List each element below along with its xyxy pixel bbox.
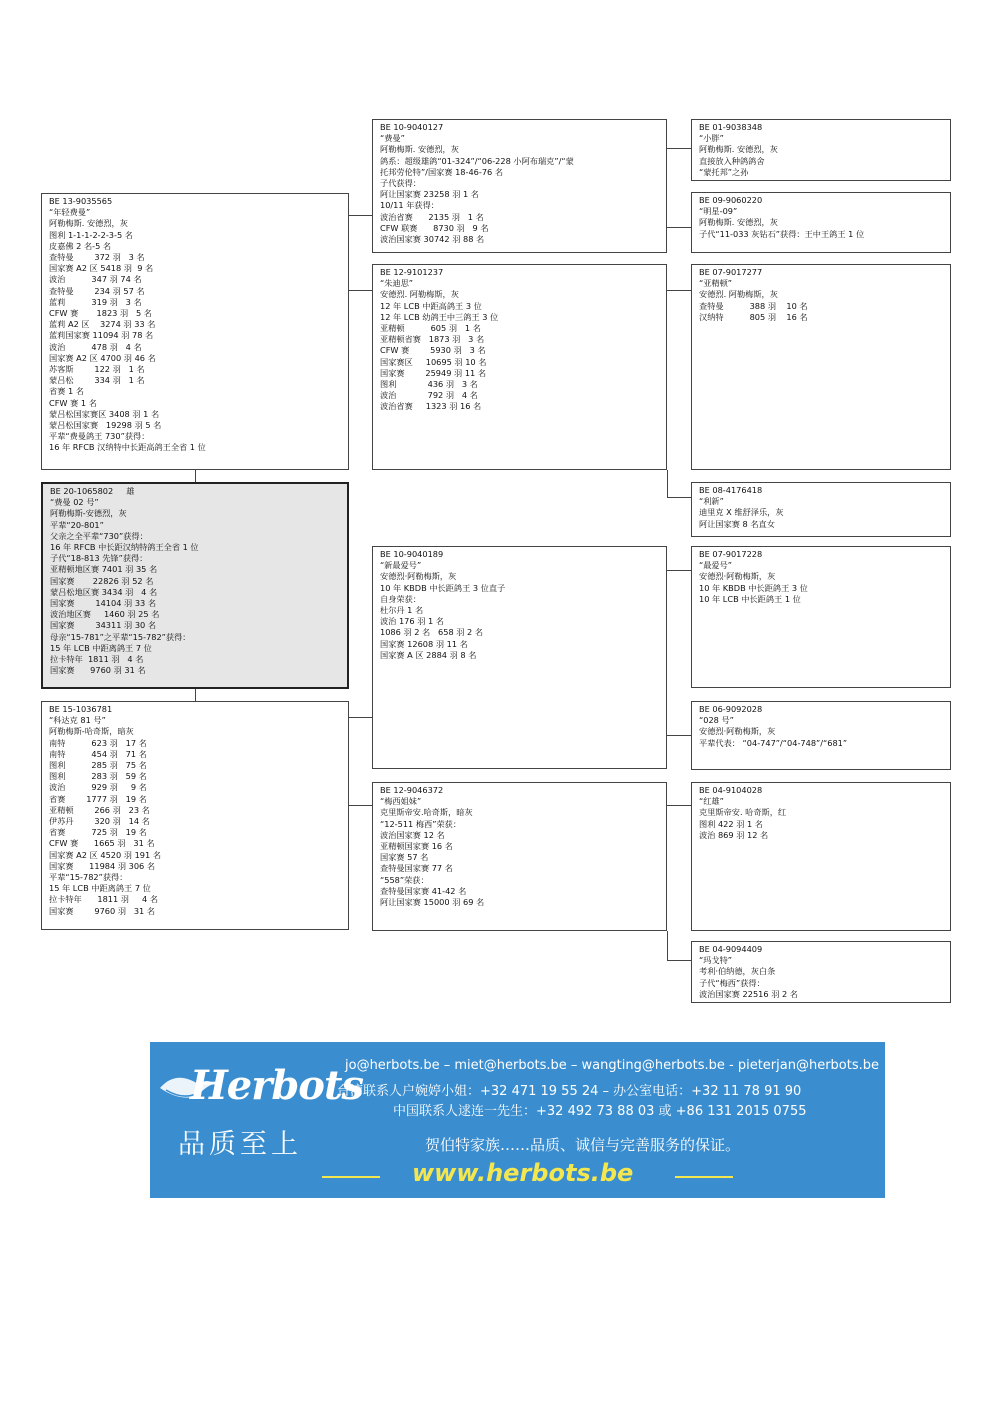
pigeon-name: “028 号”	[699, 715, 734, 726]
pedigree-line: 克里斯帝安. 哈奇斯，红	[699, 807, 787, 818]
pedigree-line: 波治省赛 2135 羽 1 名	[380, 211, 484, 222]
pedigree-line: 10/11 年获得：	[380, 200, 439, 211]
pedigree-line: 10 年 KBDB 中长距鸽王 3 位	[699, 582, 808, 593]
pedigree-line: 图利 1-1-1-2-2-3-5 名	[49, 229, 133, 240]
pedigree-card-sds	[691, 264, 951, 470]
pedigree-line: 蒙吕松国家赛 19298 羽 5 名	[49, 420, 162, 431]
pedigree-line: 波治 869 羽 12 名	[699, 829, 769, 840]
pedigree-line: 国家赛区 10695 羽 10 名	[380, 356, 487, 367]
ring-number: BE 12-9101237	[380, 267, 444, 277]
pedigree-line: 安德烈. 阿勒梅斯，灰	[699, 289, 778, 300]
pedigree-line: 省赛 1777 羽 19 名	[49, 793, 147, 804]
connector	[667, 735, 691, 736]
website-url[interactable]: www.herbots.be	[412, 1159, 634, 1187]
pedigree-line: 子代“11-033 灰钻石”获得：王中王鸽王 1 位	[699, 228, 865, 239]
pedigree-line: 国家赛 57 名	[380, 852, 429, 863]
connector	[195, 689, 196, 701]
pedigree-line: 拉卡特年 1811 羽 4 名	[49, 894, 159, 905]
pedigree-line: 子代“梅西”获得：	[699, 977, 765, 988]
pedigree-line: 安德烈·阿勒梅斯，灰	[380, 571, 457, 582]
pedigree-line: CFW 赛 1665 羽 31 名	[49, 838, 155, 849]
pedigree-line: 克里斯帝安.哈奇斯，暗灰	[380, 807, 473, 818]
pedigree-line: 波治 929 羽 9 名	[49, 782, 147, 793]
connector	[667, 931, 668, 960]
pedigree-line: 迪里克 X 维舒泽乐，灰	[699, 507, 784, 518]
pedigree-line: 阿勒梅斯-安德烈，灰	[50, 508, 127, 519]
contact-emails: jo@herbots.be – miet@herbots.be – wangting@herbots.be - pieterjan@herbots.be	[345, 1058, 879, 1073]
pedigree-line: 波治地区赛 1460 羽 25 名	[50, 609, 160, 620]
connector	[667, 290, 691, 291]
pedigree-line: 查特曼 372 羽 3 名	[49, 252, 145, 263]
pedigree-line: 图利 283 羽 59 名	[49, 771, 147, 782]
herbots-logo: Herbots	[190, 1062, 363, 1109]
pigeon-name: “利新”	[699, 496, 724, 507]
connector	[667, 148, 691, 149]
pedigree-line: 亚精顿省赛 1873 羽 3 名	[380, 334, 485, 345]
pedigree-line: 蒙吕松地区赛 3434 羽 4 名	[50, 586, 158, 597]
pedigree-line: 15 年 LCB 中距离鸽王 7 位	[49, 883, 151, 894]
pedigree-line: 波治 478 羽 4 名	[49, 341, 142, 352]
pedigree-line: 国家赛 11984 羽 306 名	[49, 860, 156, 871]
pigeon-name: “明星-09”	[699, 206, 738, 217]
ring-number: BE 09-9060220	[699, 195, 763, 205]
pedigree-card-dds	[691, 782, 951, 931]
pedigree-line: 波治国家赛 30742 羽 88 名	[380, 234, 485, 245]
tagline: 贺伯特家族……品质、诚信与完善服务的保证。	[425, 1136, 741, 1154]
ring-number: BE 07-9017277	[699, 267, 763, 277]
pedigree-line: 15 年 LCB 中距离鸽王 7 位	[50, 642, 152, 653]
connector	[349, 290, 372, 291]
pedigree-line: 查特曼 234 羽 57 名	[49, 285, 145, 296]
pedigree-line: 波治 347 羽 74 名	[49, 274, 142, 285]
pedigree-line: 蓝莉国家赛 11094 羽 78 名	[49, 330, 154, 341]
ring-number: BE 15-1036781	[49, 704, 113, 714]
pedigree-line: 国家赛 A 区 2884 羽 8 名	[380, 649, 477, 660]
pedigree-line: 平辈代表： “04-747”/“04-748”/“681”	[699, 737, 848, 748]
pedigree-line: CFW 赛 1 名	[49, 397, 97, 408]
pedigree-line: 阿勒梅斯. 安德烈，灰	[380, 144, 459, 155]
pedigree-line: 查特曼国家赛 77 名	[380, 863, 453, 874]
pedigree-line: 国家赛 22826 羽 52 名	[50, 575, 154, 586]
pedigree-line: 直接放入种鸽鸽舍	[699, 155, 765, 166]
ring-number: BE 20-1065802 雄	[50, 486, 135, 496]
pedigree-line: 伊苏丹 320 羽 14 名	[49, 816, 150, 827]
pedigree-line: 南特 623 羽 17 名	[49, 737, 147, 748]
pedigree-line: 国家赛 34311 羽 30 名	[50, 620, 157, 631]
pedigree-line: 波治 792 羽 4 名	[380, 390, 478, 401]
ring-number: BE 04-9094409	[699, 944, 763, 954]
pedigree-line: 国家赛 25949 羽 11 名	[380, 367, 487, 378]
ring-number: BE 10-9040127	[380, 122, 444, 132]
connector	[667, 470, 668, 497]
pedigree-line: 10 年 KBDB 中长距鸽王 3 位直子	[380, 582, 506, 593]
pedigree-card-sss	[691, 119, 951, 181]
pedigree-line: 蓝莉 319 羽 3 名	[49, 296, 142, 307]
pedigree-line: 波治省赛 1323 羽 16 名	[380, 401, 482, 412]
pedigree-line: 国家赛 14104 羽 33 名	[50, 598, 157, 609]
pigeon-name: “年轻费曼”	[49, 207, 91, 218]
pigeon-name: “亚精顿”	[699, 278, 733, 289]
pedigree-line: 国家赛 A2 区 4520 羽 191 名	[49, 849, 162, 860]
pedigree-line: 省赛 1 名	[49, 386, 84, 397]
pedigree-line: 阿让国家赛 23258 羽 1 名	[380, 189, 479, 200]
decorative-line	[675, 1176, 733, 1178]
pigeon-name: “红雄”	[699, 796, 724, 807]
pedigree-line: 图利 285 羽 75 名	[49, 760, 147, 771]
pedigree-card-subject	[41, 482, 349, 689]
pedigree-line: 蒙吕松国家赛区 3408 羽 1 名	[49, 408, 160, 419]
pedigree-line: 亚精顿 605 羽 1 名	[380, 323, 481, 334]
pedigree-line: 国家赛 A2 区 4700 羽 46 名	[49, 352, 156, 363]
pedigree-line: 阿勒梅斯-哈奇斯，暗灰	[49, 726, 134, 737]
pigeon-name: “最爱号”	[699, 560, 733, 571]
pedigree-card-dam-sire	[372, 546, 667, 769]
pedigree-line: 母亲“15-781”之平辈“15-782”获得：	[50, 631, 191, 642]
pedigree-line: 亚精顿国家赛 16 名	[380, 841, 453, 852]
pedigree-line: 汉纳特 805 羽 16 名	[699, 311, 808, 322]
pedigree-card-dam-dam	[372, 782, 667, 931]
pedigree-line: 查特曼国家赛 41-42 名	[380, 885, 467, 896]
pigeon-name: “科达克 81 号”	[49, 715, 106, 726]
pedigree-line: 查特曼 388 羽 10 名	[699, 300, 808, 311]
pedigree-line: 图利 422 羽 1 名	[699, 818, 763, 829]
pedigree-card-sdd	[691, 482, 951, 537]
pigeon-name: “朱迪思”	[380, 278, 414, 289]
pedigree-line: 自身荣获：	[380, 593, 421, 604]
pedigree-line: 波治 176 羽 1 名	[380, 616, 444, 627]
pedigree-line: 平辈“费曼鸽王 730”获得：	[49, 431, 150, 442]
taiwan-contact: 台湾联系人户婉婷小姐：+32 471 19 55 24 – 办公室电话：+32 11 78 91 90	[337, 1084, 802, 1099]
pedigree-line: 波治国家赛 22516 羽 2 名	[699, 988, 798, 999]
pedigree-line: 平辈“20-801”	[50, 519, 104, 530]
pedigree-line: “蒙托邦”之孙	[699, 166, 749, 177]
pedigree-line: 父亲之全平辈“730”获得：	[50, 530, 148, 541]
pedigree-line: 子代获得：	[380, 178, 421, 189]
pedigree-line: 蒙吕松 334 羽 1 名	[49, 375, 145, 386]
connector	[667, 570, 691, 571]
pedigree-line: 安德烈·阿勒梅斯，灰	[699, 571, 776, 582]
pedigree-line: 蓝莉 A2 区 3274 羽 33 名	[49, 319, 156, 330]
connector	[667, 227, 691, 228]
pedigree-line: 省赛 725 羽 19 名	[49, 827, 147, 838]
pedigree-line: 苏客斯 122 羽 1 名	[49, 364, 145, 375]
connector	[349, 805, 372, 806]
pedigree-card-sire-dam	[372, 264, 667, 470]
pigeon-name: “费曼 02 号”	[50, 497, 99, 508]
pedigree-card-dam	[41, 701, 349, 930]
pedigree-line: 平辈“15-782”获得：	[49, 872, 128, 883]
pedigree-line: 阿勒梅斯. 安德烈，灰	[699, 217, 778, 228]
connector	[349, 215, 372, 216]
pedigree-card-ssd	[691, 192, 951, 253]
pedigree-line: 杜尔丹 1 名	[380, 605, 424, 616]
pedigree-line: 亚精顿 266 羽 23 名	[49, 804, 150, 815]
pedigree-card-sire	[41, 193, 349, 470]
pigeon-name: “梅西姐妹”	[380, 796, 422, 807]
pedigree-card-dsd	[691, 701, 951, 770]
connector	[667, 805, 691, 806]
pedigree-line: 国家赛 A2 区 5418 羽 9 名	[49, 263, 154, 274]
ring-number: BE 10-9040189	[380, 549, 444, 559]
pedigree-line: 国家赛 9760 羽 31 名	[50, 665, 146, 676]
pedigree-line: CFW 赛 1823 羽 5 名	[49, 308, 152, 319]
china-contact: 中国联系人逑连一先生：+32 492 73 88 03 或 +86 131 2015 0755	[393, 1104, 807, 1119]
pedigree-line: 子代“18-813 先锋”获得：	[50, 553, 148, 564]
pedigree-line: 考利·伯纳德，灰白条	[699, 966, 776, 977]
pedigree-line: “558”荣获：	[380, 874, 429, 885]
connector	[667, 960, 691, 961]
pedigree-line: 16 年 RFCB 中长距汉纳特鸽王全省 1 位	[50, 542, 199, 553]
pedigree-line: 1086 羽 2 名 658 羽 2 名	[380, 627, 484, 638]
pigeon-name: “新最爱号”	[380, 560, 422, 571]
connector	[349, 717, 372, 718]
pedigree-line: 12 年 LCB 幼鸽王中三鸽王 3 位	[380, 311, 499, 322]
pedigree-card-ddd	[691, 941, 951, 1003]
pedigree-line: CFW 赛 5930 羽 3 名	[380, 345, 486, 356]
pedigree-line: 阿勒梅斯. 安德烈，灰	[49, 218, 128, 229]
pedigree-line: 托邦劳伦特”/国家赛 18-46-76 名	[380, 166, 504, 177]
pedigree-line: 国家赛 12608 羽 11 名	[380, 638, 468, 649]
pedigree-line: 波治国家赛 12 名	[380, 829, 445, 840]
pedigree-line: 12 年 LCB 中距高鸽王 3 位	[380, 300, 482, 311]
pedigree-line: CFW 联赛 8730 羽 9 名	[380, 222, 489, 233]
pedigree-line: 10 年 LCB 中长距鸽王 1 位	[699, 593, 801, 604]
pedigree-line: 亚精顿地区赛 7401 羽 35 名	[50, 564, 158, 575]
ring-number: BE 07-9017228	[699, 549, 763, 559]
ring-number: BE 12-9046372	[380, 785, 444, 795]
pigeon-name: “小胖”	[699, 133, 724, 144]
pedigree-line: 安德烈·阿勒梅斯，灰	[699, 726, 776, 737]
ring-number: BE 01-9038348	[699, 122, 763, 132]
pedigree-line: 国家赛 9760 羽 31 名	[49, 905, 156, 916]
pedigree-line: 阿勒梅斯. 安德烈，灰	[699, 144, 778, 155]
pedigree-line: 南特 454 羽 71 名	[49, 748, 147, 759]
ring-number: BE 04-9104028	[699, 785, 763, 795]
connector	[195, 470, 196, 482]
pedigree-line: 16 年 RFCB 汉纳特中长距高鸽王全省 1 位	[49, 442, 206, 453]
pedigree-card-dss	[691, 546, 951, 688]
decorative-line	[322, 1176, 380, 1178]
ring-number: BE 06-9092028	[699, 704, 763, 714]
pigeon-name: “玛戈特”	[699, 955, 733, 966]
pedigree-line: 阿让国家赛 15000 羽 69 名	[380, 897, 485, 908]
pedigree-line: 鸽系：超级雄鸽“01-324”/“06-228 小阿布瑞克”/“蒙	[380, 155, 574, 166]
ring-number: BE 08-4176418	[699, 485, 763, 495]
pedigree-line: 安德烈. 阿勒梅斯，灰	[380, 289, 459, 300]
pigeon-name: “费曼”	[380, 133, 405, 144]
pedigree-line: 图利 436 羽 3 名	[380, 379, 478, 390]
pedigree-line: “12-511 梅西”荣获：	[380, 818, 462, 829]
pedigree-line: 拉卡特年 1811 羽 4 名	[50, 654, 144, 665]
pedigree-line: 皮嘉佛 2 名-5 名	[49, 240, 112, 251]
pedigree-line: 阿让国家赛 8 名直女	[699, 518, 775, 529]
slogan: 品质至上	[178, 1129, 302, 1160]
pedigree-card-sire-sire	[372, 119, 667, 253]
herbots-banner	[150, 1042, 885, 1198]
connector	[667, 497, 691, 498]
ring-number: BE 13-9035565	[49, 196, 113, 206]
